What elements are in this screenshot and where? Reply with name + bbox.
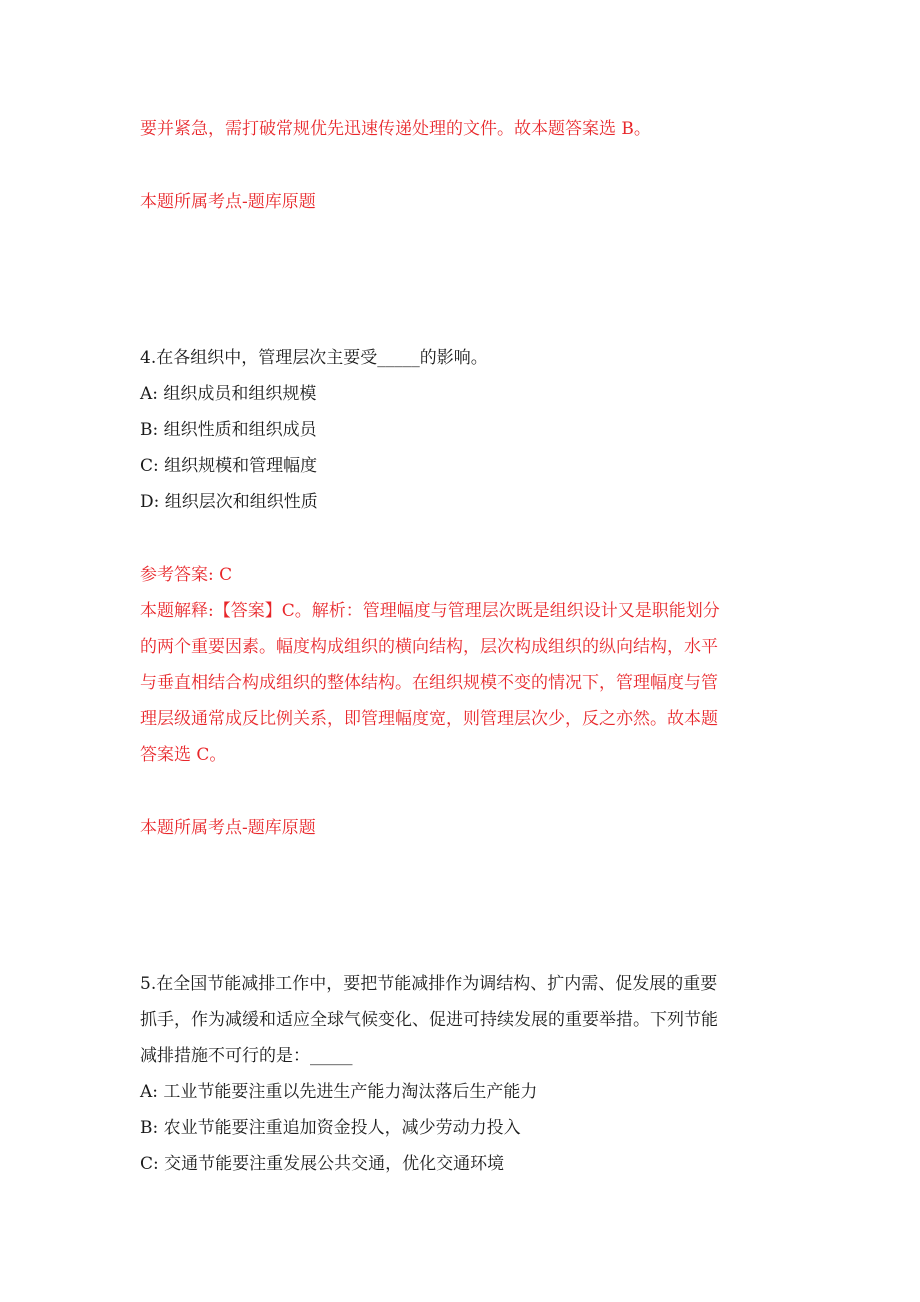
q5-question-line-1: 5.在全国节能减排工作中，要把节能减排作为调结构、扩内需、促发展的重要 — [140, 974, 718, 994]
q4-explanation-line-1: 本题解释:【答案】C。解析：管理幅度与管理层次既是组织设计又是职能划分 — [140, 601, 720, 621]
q4-option-d: D: 组织层次和组织性质 — [140, 492, 318, 512]
q5-option-b: B: 农业节能要注重追加资金投人，减少劳动力投入 — [140, 1118, 521, 1138]
q4-question: 4.在各组织中，管理层次主要受_____的影响。 — [140, 348, 488, 368]
q5-question-line-3: 减排措施不可行的是：_____ — [140, 1046, 353, 1066]
q4-answer: 参考答案: C — [140, 565, 233, 585]
q4-explanation-line-3: 与垂直相结合构成组织的整体结构。在组织规模不变的情况下，管理幅度与管 — [140, 673, 718, 693]
q5-option-a: A: 工业节能要注重以先进生产能力淘汰落后生产能力 — [140, 1082, 538, 1102]
q4-explanation-line-5: 答案选 C。 — [140, 745, 227, 765]
q5-option-c: C: 交通节能要注重发展公共交通，优化交通环境 — [140, 1154, 505, 1174]
q4-option-b: B: 组织性质和组织成员 — [140, 420, 317, 440]
q4-option-c: C: 组织规模和管理幅度 — [140, 456, 318, 476]
q5-question-line-2: 抓手，作为减缓和适应全球气候变化、促进可持续发展的重要举措。下列节能 — [140, 1010, 718, 1030]
q4-option-a: A: 组织成员和组织规模 — [140, 384, 317, 404]
prev-explanation-tail: 要并紧急，需打破常规优先迅速传递处理的文件。故本题答案选 B。 — [140, 119, 651, 139]
q4-explanation-line-4: 理层级通常成反比例关系，即管理幅度宽，则管理层次少，反之亦然。故本题 — [140, 709, 718, 729]
q4-explanation-line-2: 的两个重要因素。幅度构成组织的横向结构，层次构成组织的纵向结构，水平 — [140, 637, 718, 657]
q4-topic: 本题所属考点-题库原题 — [140, 818, 316, 838]
prev-topic: 本题所属考点-题库原题 — [140, 192, 316, 212]
